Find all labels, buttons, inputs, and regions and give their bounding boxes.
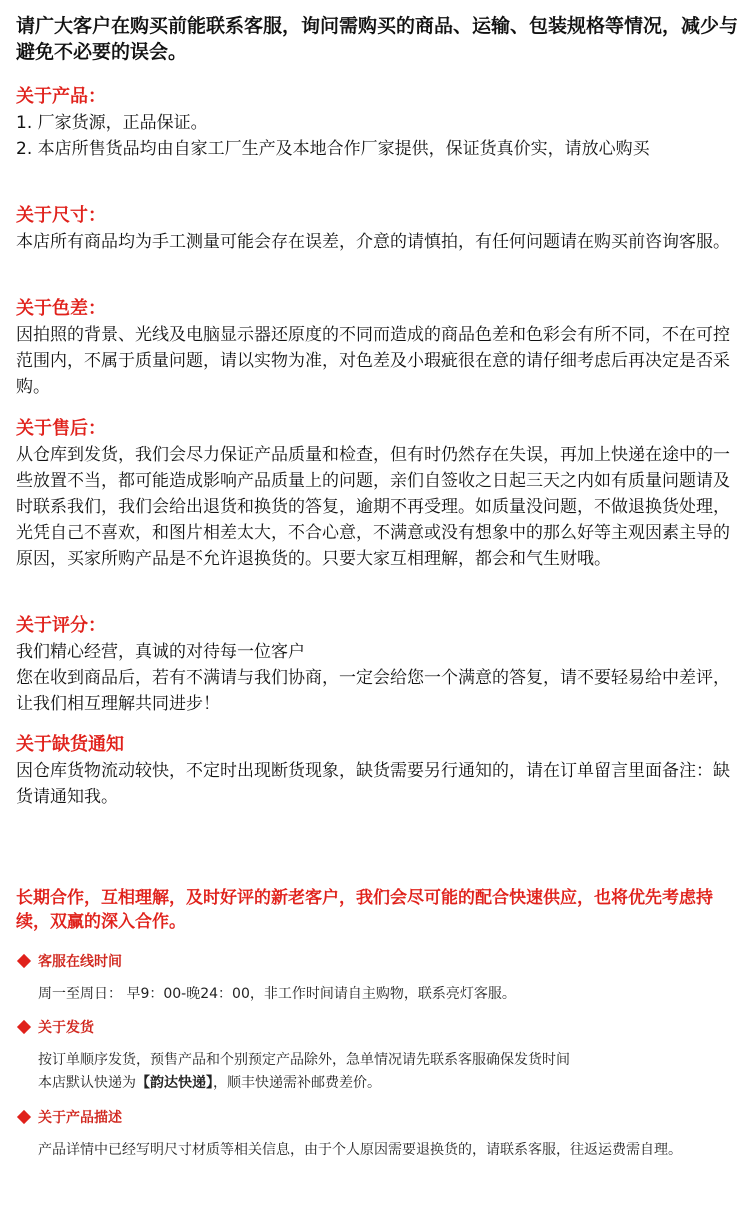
section-line: 本店所有商品均为手工测量可能会存在误差，介意的请慎拍，有任何问题请在购买前咨询客服。 (16, 232, 730, 252)
section-body (16, 442, 738, 572)
info-title: 客服在线时间 (38, 954, 122, 970)
section-title: 关于缺货通知 (16, 734, 124, 755)
diamond-icon (17, 1110, 31, 1124)
section-title: 关于色差： (16, 298, 106, 319)
info-line: 按订单顺序发货，预售产品和个别预定产品除外，急单情况请先联系客服确保发货时间 (38, 1052, 570, 1068)
info-line: 产品详情中已经写明尺寸材质等相关信息，由于个人原因需要退换货的，请联系客服，往返运费需自理。 (38, 1142, 682, 1158)
cooperation-message: 长期合作，互相理解，及时好评的新老客户，我们会尽可能的配合快速供应，也将优先考虑持续，双赢的深入合作。 (16, 888, 713, 932)
info-body (38, 1049, 738, 1095)
section-body (16, 110, 738, 162)
section-line: 因仓库货物流动较快，不定时出现断货现象，缺货需要另行通知的，请在订单留言里面备注：缺货请通知我。 (16, 761, 730, 807)
section-body (16, 758, 738, 810)
info-header (16, 1106, 738, 1128)
courier-name: 【韵达快递】 (136, 1075, 213, 1091)
info-header (16, 1016, 738, 1038)
section-title: 关于产品： (16, 86, 106, 107)
info-text: 本店默认快递为 (38, 1075, 136, 1091)
section-title: 关于评分： (16, 615, 106, 636)
info-shipping (16, 1016, 738, 1095)
section-line: 因拍照的背景、光线及电脑显示器还原度的不同而造成的商品色差和色彩会有所不同，不在可控范围内，不属于质量问题，请以实物为准，对色差及小瑕疵很在意的请仔细考虑后再决定是否采购。 (16, 325, 730, 397)
section-body (16, 229, 738, 255)
section-title: 关于尺寸： (16, 205, 106, 226)
section-line: 从仓库到发货，我们会尽力保证产品质量和检查，但有时仍然存在失误，再加上快递在途中的一些放置不当，都可能造成影响产品质量上的问题，亲们自签收之日起三天之内如有质量问题请及时联系我们，我们会给出退货和换货的答复，逾期不再受理。如质量没问题，不做退换货处理，光凭自己不喜欢，和图片相差太大，不合心意，不满意或没有想象中的那么好等主观因素主导的原因，买家所购产品是不允许退换货的。只要大家互相理解，都会和气生财哦。 (16, 445, 730, 569)
section-line: 2. 本店所售货品均由自家工厂生产及本地合作厂家提供，保证货真价实，请放心购买 (16, 139, 650, 159)
section-rating (16, 613, 738, 717)
section-color (16, 296, 738, 400)
purchase-notice: 请广大客户在购买前能联系客服，询问需购买的商品、运输、包装规格等情况，减少与避免不必要的误会。 (16, 15, 739, 63)
section-body (16, 322, 738, 400)
info-body (38, 1139, 738, 1162)
diamond-icon (17, 954, 31, 968)
section-product (16, 84, 738, 162)
section-line: 您在收到商品后，若有不满请与我们协商，一定会给您一个满意的答复，请不要轻易给中差评，让我们相互理解共同进步！ (16, 668, 730, 714)
info-body (38, 983, 738, 1006)
info-line (38, 1072, 738, 1095)
section-body (16, 639, 738, 717)
info-product-description (16, 1106, 738, 1162)
diamond-icon (17, 1020, 31, 1034)
info-header (16, 950, 738, 972)
section-after-sales (16, 416, 738, 572)
section-size (16, 203, 738, 255)
section-line: 我们精心经营，真诚的对待每一位客户 (16, 642, 305, 662)
section-line: 1. 厂家货源，正品保证。 (16, 113, 208, 133)
section-title: 关于售后： (16, 418, 106, 439)
info-service-hours (16, 950, 738, 1006)
info-title: 关于发货 (38, 1020, 94, 1036)
info-title: 关于产品描述 (38, 1110, 122, 1126)
section-out-of-stock (16, 732, 738, 810)
info-line: 周一至周日： 早9：00-晚24：00，非工作时间请自主购物，联系亮灯客服。 (38, 986, 516, 1002)
info-text: ，顺丰快递需补邮费差价。 (213, 1075, 381, 1091)
